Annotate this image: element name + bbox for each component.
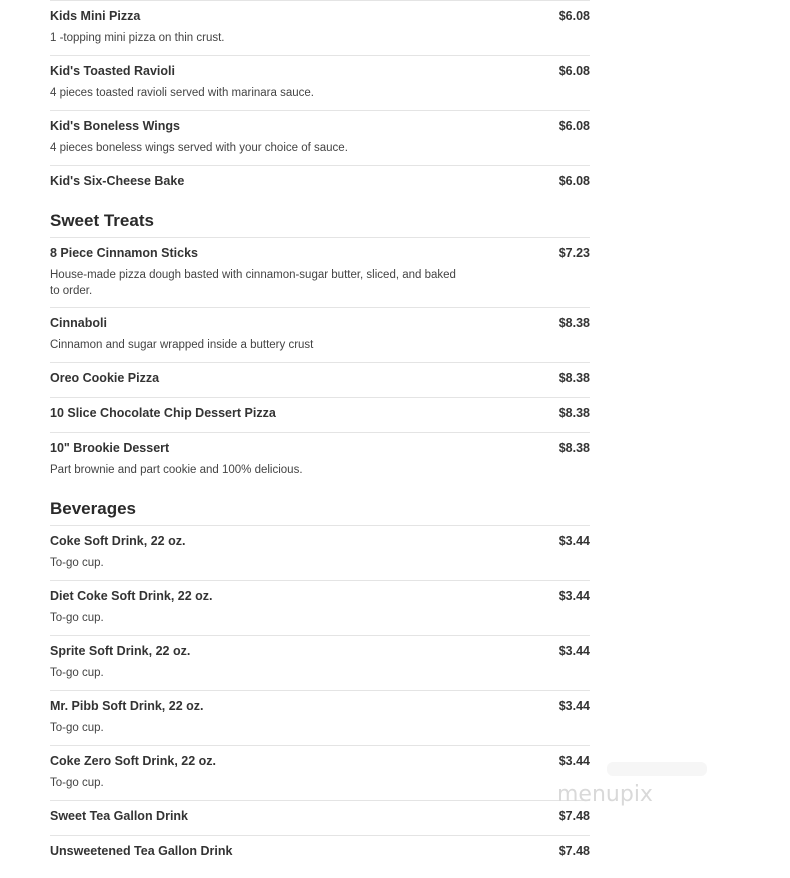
item-name: Kid's Six-Cheese Bake <box>50 174 185 188</box>
menu-item <box>50 307 590 362</box>
section-title: Sweet Treats <box>50 211 154 230</box>
item-description: Cinnamon and sugar wrapped inside a buttery crust <box>50 339 314 351</box>
item-price: $7.23 <box>558 246 590 260</box>
item-price: $3.44 <box>558 699 590 713</box>
item-name: 10" Brookie Dessert <box>50 441 170 455</box>
item-price: $6.08 <box>558 174 590 188</box>
menu-item <box>50 362 590 397</box>
item-price: $6.08 <box>558 64 590 78</box>
menu-list <box>50 0 590 870</box>
section-title: Beverages <box>50 499 137 518</box>
menupix-watermark: menupix <box>557 782 653 807</box>
item-price: $3.44 <box>558 644 590 658</box>
item-description: To-go cup. <box>50 667 104 679</box>
sweet-treats-section <box>50 211 590 499</box>
menu-item <box>50 635 590 690</box>
item-description: 4 pieces boneless wings served with your choice of sauce. <box>50 142 348 154</box>
item-description: To-go cup. <box>50 777 104 789</box>
item-description: To-go cup. <box>50 612 104 624</box>
menu-item <box>50 835 590 870</box>
menu-item <box>50 432 590 499</box>
item-name: Kid's Boneless Wings <box>50 119 180 133</box>
item-description: To-go cup. <box>50 557 104 569</box>
item-price: $7.48 <box>558 809 590 823</box>
beverages-section <box>50 499 590 870</box>
menu-item <box>50 55 590 110</box>
item-price: $7.48 <box>558 844 590 858</box>
item-price: $6.08 <box>558 9 590 23</box>
watermark-backdrop <box>607 762 707 776</box>
menu-item <box>50 165 590 211</box>
menu-item <box>50 0 590 55</box>
menu-item <box>50 745 590 800</box>
item-price: $3.44 <box>558 534 590 548</box>
item-name: Coke Soft Drink, 22 oz. <box>50 534 186 548</box>
item-name: 8 Piece Cinnamon Sticks <box>50 246 198 260</box>
item-price: $3.44 <box>558 589 590 603</box>
item-price: $8.38 <box>558 371 590 385</box>
item-name: Diet Coke Soft Drink, 22 oz. <box>50 589 213 603</box>
kids-section <box>50 0 590 211</box>
item-description: 1 -topping mini pizza on thin crust. <box>50 32 225 44</box>
item-description: House-made pizza dough basted with cinnamon-sugar butter, sliced, and baked to order. <box>50 269 456 297</box>
item-name: Coke Zero Soft Drink, 22 oz. <box>50 754 217 768</box>
item-name: Sprite Soft Drink, 22 oz. <box>50 644 191 658</box>
item-price: $8.38 <box>558 316 590 330</box>
item-name: Oreo Cookie Pizza <box>50 371 160 385</box>
item-name: Sweet Tea Gallon Drink <box>50 809 189 823</box>
item-description: To-go cup. <box>50 722 104 734</box>
item-price: $8.38 <box>558 441 590 455</box>
item-name: Unsweetened Tea Gallon Drink <box>50 844 233 858</box>
item-name: 10 Slice Chocolate Chip Dessert Pizza <box>50 406 276 420</box>
item-name: Kid's Toasted Ravioli <box>50 64 175 78</box>
item-description: 4 pieces toasted ravioli served with marinara sauce. <box>50 87 314 99</box>
item-description: Part brownie and part cookie and 100% delicious. <box>50 464 303 476</box>
menu-item <box>50 237 590 307</box>
item-price: $6.08 <box>558 119 590 133</box>
item-price: $8.38 <box>558 406 590 420</box>
menu-item <box>50 690 590 745</box>
menu-item <box>50 580 590 635</box>
item-name: Kids Mini Pizza <box>50 9 141 23</box>
item-name: Mr. Pibb Soft Drink, 22 oz. <box>50 699 204 713</box>
menu-item <box>50 397 590 432</box>
menu-item <box>50 525 590 580</box>
menu-item <box>50 800 590 835</box>
menu-item <box>50 110 590 165</box>
item-price: $3.44 <box>558 754 590 768</box>
item-name: Cinnaboli <box>50 316 107 330</box>
